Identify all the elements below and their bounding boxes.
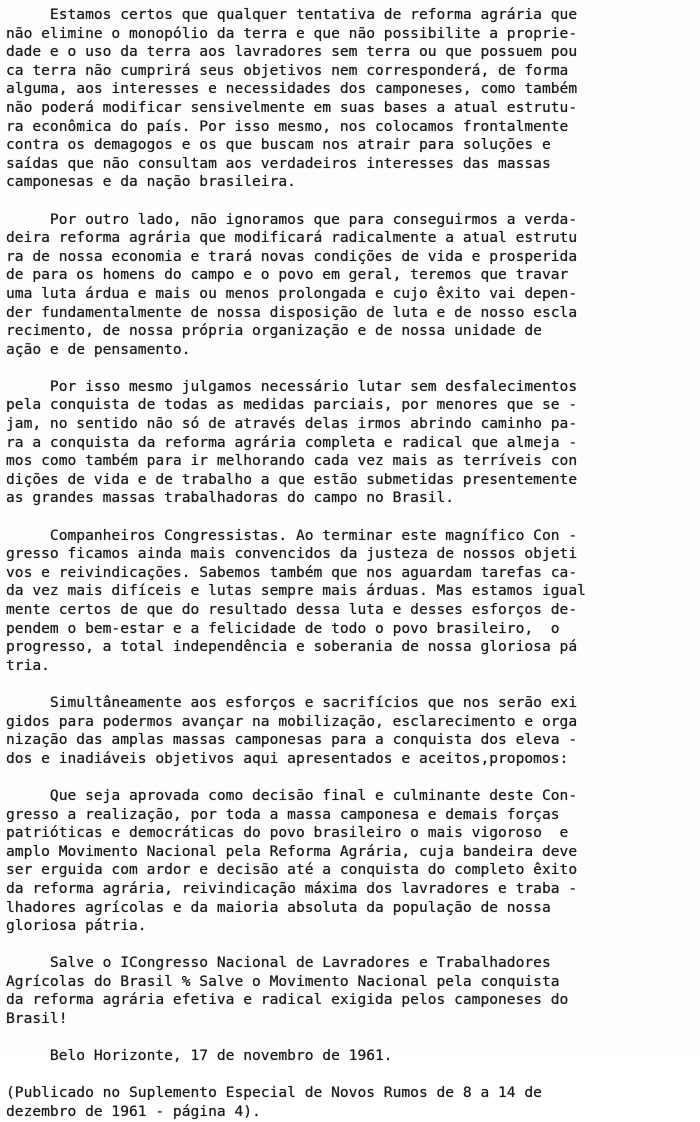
text-line: contra os demagogos e os que buscam nos atrair para soluções e bbox=[6, 136, 551, 154]
paragraph-land-reform-objectives bbox=[6, 6, 694, 192]
text-line: nização das amplas massas camponesas para a conquista dos eleva - bbox=[6, 731, 578, 749]
text-line: pela conquista de todas as medidas parciais, por menores que se - bbox=[6, 396, 578, 414]
paragraph-gap bbox=[6, 1066, 694, 1085]
text-line: ra a conquista da reforma agrária completa e radical que almeja - bbox=[6, 433, 578, 451]
text-line: tria. bbox=[6, 656, 50, 674]
text-line: lhadores agrícolas e da maioria absoluta da população de nossa bbox=[6, 898, 551, 916]
text-line: Belo Horizonte, 17 de novembro de 1961. bbox=[6, 1047, 393, 1065]
text-line: dade e o uso da terra aos lavradores sem terra ou que possuem pou bbox=[6, 43, 578, 61]
text-line: de para os homens do campo e o povo em geral, teremos que travar bbox=[6, 266, 569, 284]
text-line: dos e inadiáveis objetivos aqui apresentados e aceitos,propomos: bbox=[6, 749, 569, 767]
paragraph-gap bbox=[6, 768, 694, 787]
text-line: ação e de pensamento. bbox=[6, 340, 191, 358]
text-line: uma luta árdua e mais ou menos prolongada e cujo êxito vai depen- bbox=[6, 284, 578, 302]
text-line: saídas que não consultam aos verdadeiros interesses das massas bbox=[6, 154, 551, 172]
text-line: as grandes massas trabalhadoras do campo no Brasil. bbox=[6, 489, 455, 507]
paragraph-gap bbox=[6, 508, 694, 527]
paragraph-gap bbox=[6, 1029, 694, 1048]
text-line: patrióticas e democráticas do povo brasileiro o mais vigoroso e bbox=[6, 824, 569, 842]
text-line: Por outro lado, não ignoramos que para conseguirmos a verda- bbox=[6, 210, 578, 228]
text-line: amplo Movimento Nacional pela Reforma Agrária, cuja bandeira deve bbox=[6, 842, 578, 860]
text-line: Que seja aprovada como decisão final e culminante deste Con- bbox=[6, 786, 578, 804]
text-line: gresso ficamos ainda mais convencidos da justeza de nossos objeti bbox=[6, 545, 578, 563]
text-line: pendem o bem-estar e a felicidade de todo o povo brasileiro, o bbox=[6, 619, 560, 637]
text-line: progresso, a total independência e soberania de nossa gloriosa pá bbox=[6, 638, 578, 656]
text-line: Por isso mesmo julgamos necessário lutar sem desfalecimentos bbox=[6, 377, 578, 395]
text-line: Companheiros Congressistas. Ao terminar este magnífico Con - bbox=[6, 526, 578, 544]
text-line: ra de nossa economia e trará novas condições de vida e prosperida bbox=[6, 247, 578, 265]
paragraph-gap bbox=[6, 936, 694, 955]
paragraph-congress-address bbox=[6, 527, 694, 676]
text-line: (Publicado no Suplemento Especial de Novos Rumos de 8 a 14 de bbox=[6, 1084, 542, 1102]
text-line: mente certos de que do resultado dessa luta e desses esforços de- bbox=[6, 601, 578, 618]
text-line: ca terra não cumprirá seus objetivos nem corresponderá, de forma bbox=[6, 61, 569, 79]
paragraph-gap bbox=[6, 675, 694, 694]
text-line: jam, no sentido não só de através delas irmos abrindo caminho pa- bbox=[6, 415, 578, 433]
text-line: da reforma agrária efetiva e radical exigida pelos camponeses do bbox=[6, 991, 569, 1009]
place-and-date bbox=[6, 1047, 694, 1066]
publication-note bbox=[6, 1084, 694, 1121]
text-line: recimento, de nossa própria organização e de nossa unidade de bbox=[6, 322, 542, 340]
text-line: ra econômica do país. Por isso mesmo, nos colocamos frontalmente bbox=[6, 117, 569, 135]
text-line: Agrícolas do Brasil % Salve o Movimento Nacional pela conquista bbox=[6, 972, 560, 990]
text-line: gidos para podermos avançar na mobilização, esclarecimento e orga bbox=[6, 712, 578, 730]
text-line: Simultâneamente aos esforços e sacrifícios que nos serão exi bbox=[6, 693, 578, 711]
paragraph-partial-measures bbox=[6, 378, 694, 508]
paragraph-prolonged-struggle bbox=[6, 211, 694, 360]
paragraph-proposal bbox=[6, 787, 694, 936]
text-line: deira reforma agrária que modificará radicalmente a atual estrutu bbox=[6, 229, 578, 247]
text-line: camponesas e da nação brasileira. bbox=[6, 173, 296, 191]
text-line: der fundamentalmente de nossa disposição de luta e de nosso escla bbox=[6, 303, 578, 321]
paragraph-salute bbox=[6, 954, 694, 1028]
text-line: gresso a realização, por toda a massa camponesa e demais forças bbox=[6, 805, 560, 823]
paragraph-gap bbox=[6, 359, 694, 378]
text-line: gloriosa pátria. bbox=[6, 917, 147, 935]
text-line: Estamos certos que qualquer tentativa de reforma agrária que bbox=[6, 6, 578, 23]
text-line: não elimine o monopólio da terra e que não possibilite a proprie- bbox=[6, 24, 578, 42]
text-line: mos como também para ir melhorando cada vez mais as terríveis con bbox=[6, 452, 578, 470]
text-line: ser erguida com ardor e decisão até a conquista do completo êxito bbox=[6, 861, 578, 879]
text-line: Brasil! bbox=[6, 1010, 68, 1028]
text-line: da reforma agrária, reivindicação máxima dos lavradores e traba - bbox=[6, 879, 578, 897]
text-line: vos e reivindicações. Sabemos também que nos aguardam tarefas ca- bbox=[6, 563, 578, 581]
text-line: dições de vida e de trabalho a que estão submetidas presentemente bbox=[6, 470, 578, 488]
paragraph-gap bbox=[6, 192, 694, 211]
text-line: Salve o ICongresso Nacional de Lavradores e Trabalhadores bbox=[6, 954, 551, 972]
text-line: da vez mais difíceis e lutas sempre mais árduas. Mas estamos igual bbox=[6, 582, 586, 600]
text-line: alguma, aos interesses e necessidades dos camponeses, como também bbox=[6, 80, 578, 98]
paragraph-simultaneous-efforts bbox=[6, 694, 694, 768]
text-line: dezembro de 1961 - página 4). bbox=[6, 1103, 261, 1121]
text-line: não poderá modificar sensivelmente em suas bases a atual estrutu- bbox=[6, 98, 578, 116]
